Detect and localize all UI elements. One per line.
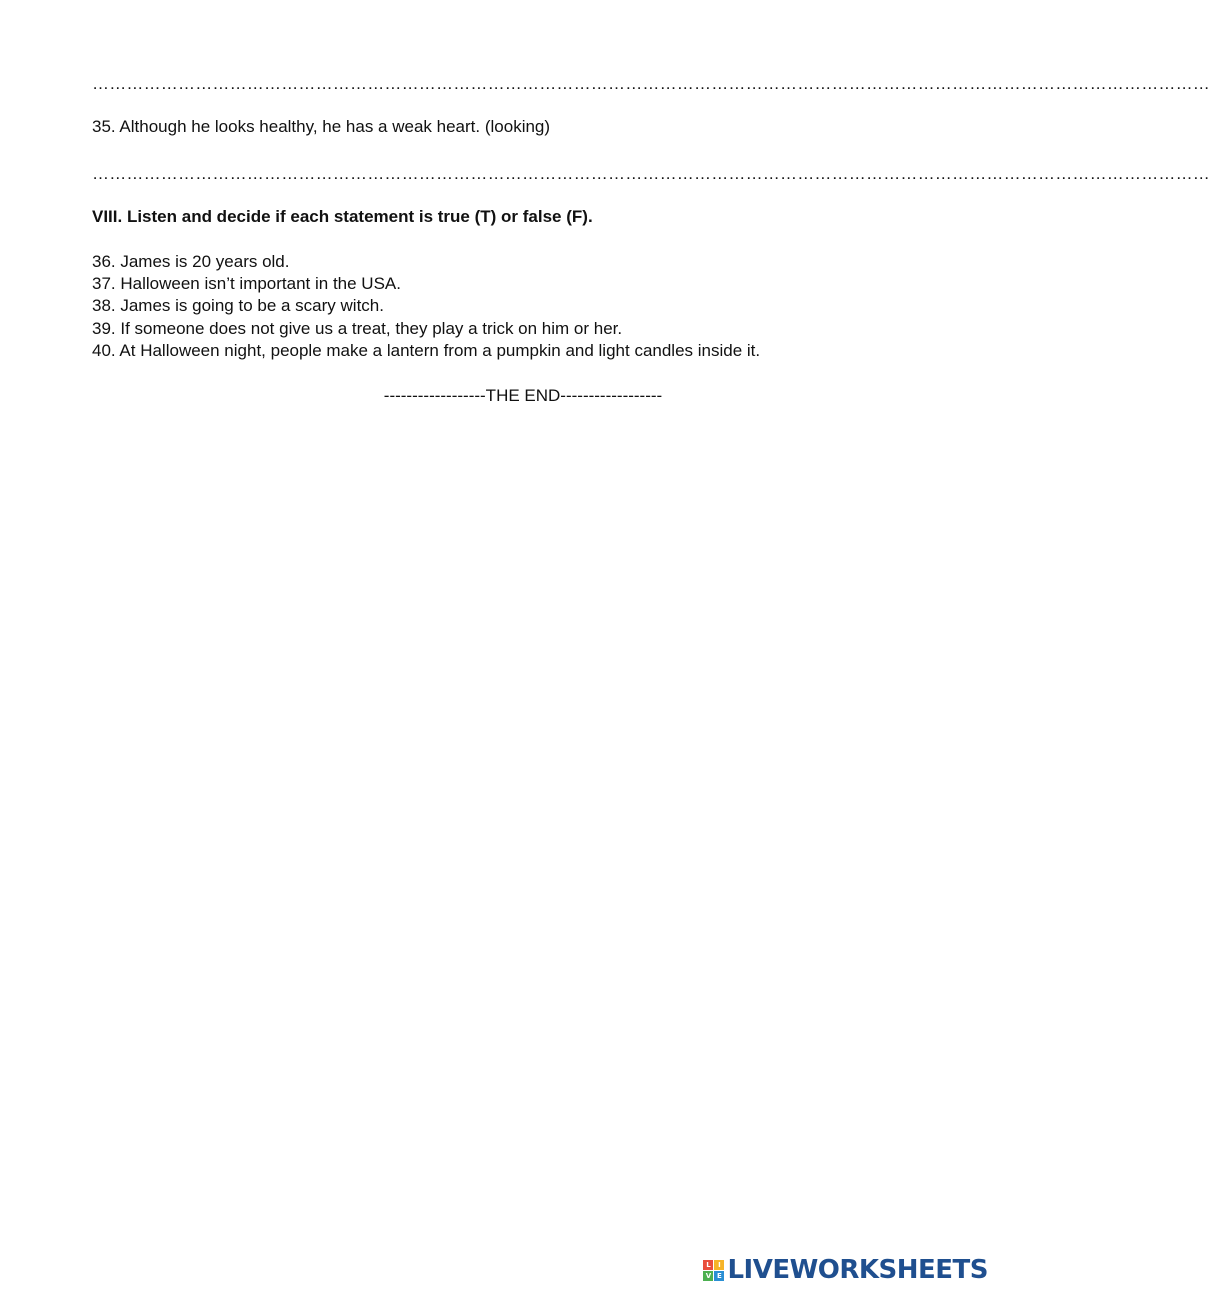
- logo-tile: V: [703, 1271, 713, 1281]
- list-item: 36. James is 20 years old.: [92, 252, 290, 271]
- logo-text: LIVEWORKSHEETS: [727, 1255, 988, 1285]
- list-item: 40. At Halloween night, people make a lantern from a pumpkin and light candles inside it.: [92, 341, 761, 360]
- end-marker: ------------------THE END------------------: [383, 386, 663, 405]
- list-item: 38. James is going to be a scary witch.: [92, 296, 384, 315]
- list-item: 39. If someone does not give us a treat, they play a trick on him or her.: [92, 319, 623, 338]
- logo-tile: I: [714, 1260, 724, 1270]
- logo-tile: E: [714, 1271, 724, 1281]
- answer-line: ……………………………………………………………………………………………………………………………………………………………………………: [92, 74, 1210, 93]
- question-35: 35. Although he looks healthy, he has a weak heart. (looking): [92, 117, 551, 136]
- logo-tile: L: [703, 1260, 713, 1270]
- liveworksheets-logo: [703, 1254, 988, 1286]
- logo-mark-icon: [703, 1260, 724, 1281]
- list-item: 37. Halloween isn’t important in the USA.: [92, 274, 401, 293]
- section-heading: VIII. Listen and decide if each statement is true (T) or false (F).: [92, 207, 593, 226]
- answer-line: ……………………………………………………………………………………………………………………………………………………………………………: [92, 164, 1210, 183]
